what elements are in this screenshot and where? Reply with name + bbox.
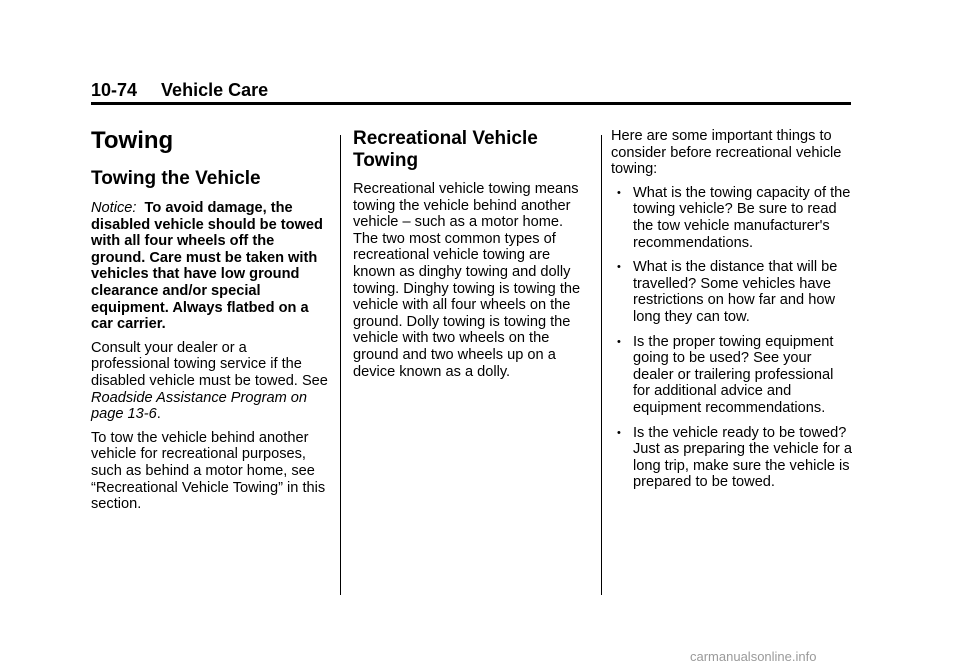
column-1 bbox=[91, 128, 329, 520]
list-item-text: What is the distance that will be travelled? Some vehicles have restrictions on how far and how long they can tow. bbox=[633, 259, 838, 325]
bullet-icon: • bbox=[617, 186, 621, 199]
paragraph-recreational: To tow the vehicle behind another vehicle for recreational purposes, such as behind a motor home, see “Recreational Vehicle Towing” in this section. bbox=[91, 429, 326, 513]
list-item bbox=[611, 334, 853, 417]
page-header bbox=[91, 80, 268, 101]
paragraph-consult-text: Consult your dealer or a professional towing service if the disabled vehicle must be towed. bbox=[91, 339, 302, 389]
bullet-icon: • bbox=[617, 426, 621, 439]
list-item-text: What is the towing capacity of the towing vehicle? Be sure to read the tow vehicle manufacturer's recommendations. bbox=[633, 184, 851, 251]
section-title: Vehicle Care bbox=[161, 80, 269, 100]
list-item-text: Is the proper towing equipment going to be used? See your dealer or trailering professional for additional advice and equipment recommendations. bbox=[633, 333, 834, 416]
heading-recreational-vehicle-towing: Recreational Vehicle Towing bbox=[353, 128, 538, 171]
see-label: See bbox=[301, 372, 328, 389]
paragraph-consult bbox=[91, 340, 329, 423]
subheading-towing-the-vehicle: Towing the Vehicle bbox=[91, 168, 261, 189]
considerations-list bbox=[611, 185, 853, 491]
column-divider-1 bbox=[340, 135, 341, 595]
notice-label: Notice: bbox=[91, 200, 137, 216]
list-item bbox=[611, 425, 853, 491]
bullet-icon: • bbox=[617, 335, 621, 348]
section-heading-towing: Towing bbox=[91, 127, 174, 154]
column-divider-2 bbox=[601, 135, 602, 595]
column-3 bbox=[611, 128, 853, 499]
page-number: 10-74 bbox=[91, 80, 138, 100]
intro-paragraph: Here are some important things to consider before recreational vehicle towing: bbox=[611, 128, 842, 178]
paragraph-rv-towing: Recreational vehicle towing means towing the vehicle behind another vehicle – such as a motor home. The two most common types of recreational vehicle towing are known as dinghy towing and dolly towing. Dinghy towing is towing the vehicle with all four wheels on the ground. Dolly towing is towing the vehicle with two wheels on the ground and two wheels up on a device known as a dolly. bbox=[353, 181, 581, 380]
bullet-icon: • bbox=[617, 261, 621, 274]
period: . bbox=[156, 406, 161, 423]
roadside-assistance-link[interactable]: Roadside Assistance Program on page 13-6 bbox=[91, 389, 308, 423]
list-item bbox=[611, 259, 853, 325]
column-2 bbox=[353, 128, 588, 387]
list-item-text: Is the vehicle ready to be towed? Just as preparing the vehicle for a long trip, make sure the vehicle is prepared to be towed. bbox=[633, 424, 853, 491]
list-item bbox=[611, 185, 853, 251]
notice-text: To avoid damage, the disabled vehicle should be towed with all four wheels off the ground. Care must be taken with vehicles that have low ground clearance and/or special equipment. Always flatbed on a car carrier. bbox=[91, 200, 323, 333]
notice-block bbox=[91, 200, 329, 333]
header-rule bbox=[91, 102, 851, 105]
watermark: carmanualsonline.info bbox=[690, 649, 817, 664]
